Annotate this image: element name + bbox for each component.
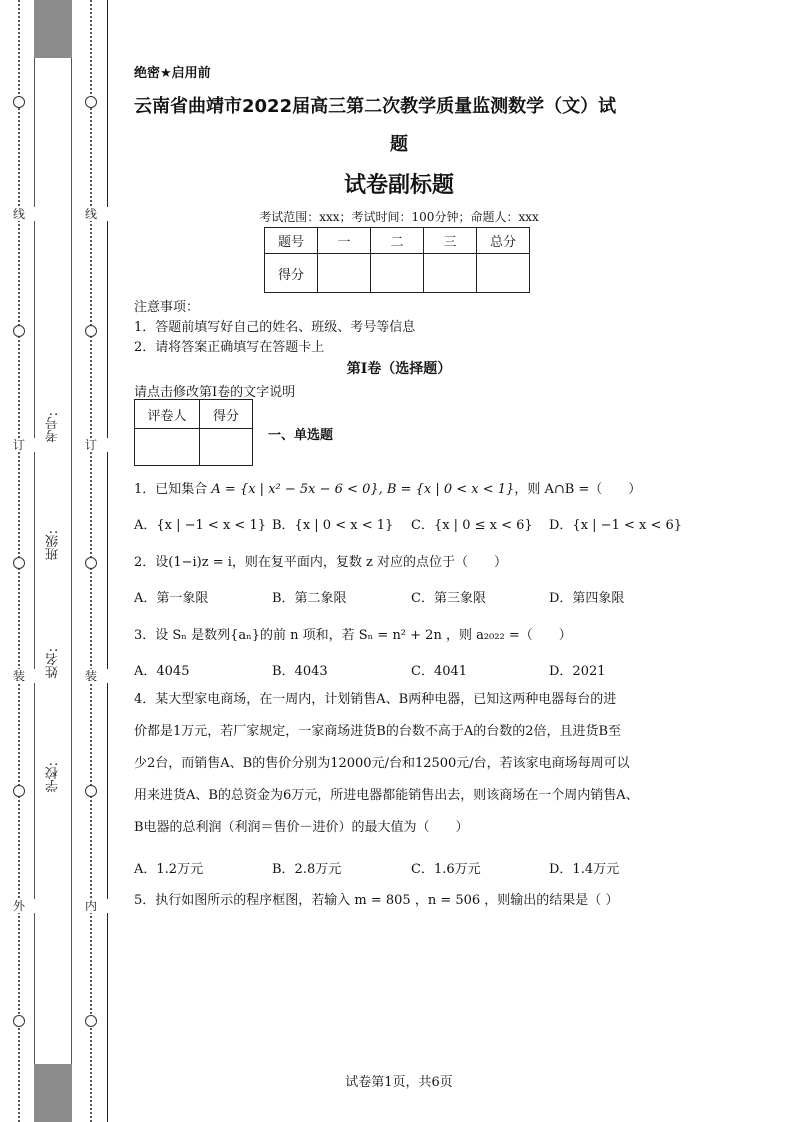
q2-option-d: D．第四象限 — [549, 591, 625, 606]
strip-band-top — [34, 0, 72, 58]
q4-line: 4．某大型家电商场，在一周内，计划销售A、B两种电器，已知这两种电器每台的进 — [134, 692, 617, 707]
section-title: 一、单选题 — [268, 428, 334, 443]
q2-option-b: B．第二象限 — [272, 591, 347, 606]
q4-line: 价都是1万元，若厂家规定，一家商场进货B的台数不高于A的台数的2倍，且进货B至 — [134, 724, 622, 739]
outer-circle-2 — [2, 325, 36, 337]
inner-circle-3 — [74, 557, 108, 569]
q2-option-a: A．第一象限 — [134, 591, 209, 606]
q4-option-d: D．1.4万元 — [549, 862, 620, 877]
notes-title: 注意事项： — [134, 300, 200, 315]
school-label: 学校: — [46, 762, 61, 793]
grader-header: 得分 — [200, 400, 253, 429]
score-header-cell: 题号 — [265, 228, 318, 254]
exam-title-line2: 题 — [390, 134, 408, 155]
q2-option-c: C．第三象限 — [411, 591, 486, 606]
q1-option-d: D．{x | −1 < x < 6} — [549, 518, 683, 533]
q3-option-c: C．4041 — [411, 664, 468, 679]
class-label: 班级: — [46, 530, 61, 561]
question-3: 3．设 Sₙ 是数列{aₙ}的前 n 项和，若 Sₙ = n² + 2n ，则 a₂₀₂₂ =（ ） — [134, 628, 572, 643]
score-cell — [318, 254, 371, 293]
secret-mark: 绝密★启用前 — [134, 66, 211, 81]
score-row-label: 得分 — [265, 254, 318, 293]
q4-line: B电器的总利润（利润＝售价－进价）的最大值为（ ） — [134, 820, 469, 835]
outer-circle-5 — [2, 1015, 36, 1027]
outer-circle-4 — [2, 785, 36, 797]
inner-circle-4 — [74, 785, 108, 797]
exam-no-label: 考号: — [46, 412, 61, 443]
question-4 — [134, 684, 674, 844]
grader-cell — [200, 429, 253, 466]
q1-option-b: B．{x | 0 < x < 1} — [272, 518, 394, 533]
outer-char-zhuang: 装 — [2, 669, 36, 683]
exam-title — [134, 88, 664, 164]
q4-option-b: B．2.8万元 — [272, 862, 342, 877]
outer-char-line: 线 — [2, 207, 36, 221]
question-1 — [134, 478, 674, 497]
notes — [134, 298, 415, 358]
q1-suffix: ，则 A∩B =（ ） — [514, 482, 642, 497]
score-header-cell: 总分 — [477, 228, 530, 254]
grader-header: 评卷人 — [135, 400, 200, 429]
q1-option-c: C．{x | 0 ≤ x < 6} — [411, 518, 533, 533]
score-header-cell: 三 — [424, 228, 477, 254]
inner-char-nei: 内 — [74, 899, 108, 913]
inner-circle-2 — [74, 325, 108, 337]
q4-option-a: A．1.2万元 — [134, 862, 204, 877]
question-2: 2．设(1−i)z = i，则在复平面内，复数 z 对应的点位于（ ） — [134, 555, 508, 570]
strip-edge-right — [71, 0, 72, 1122]
q4-line: 用来进货A、B的总资金为6万元，所进电器都能销售出去，则该商场在一个周内销售A、 — [134, 788, 639, 803]
outer-circle-1 — [2, 96, 36, 108]
score-table — [264, 227, 530, 293]
q1-sets: A = {x | x² − 5x − 6 < 0}, B = {x | 0 < x < 1} — [211, 482, 515, 497]
grader-cell — [135, 429, 200, 466]
q4-option-c: C．1.6万元 — [411, 862, 481, 877]
score-header-cell: 一 — [318, 228, 371, 254]
score-header-cell: 二 — [371, 228, 424, 254]
outer-circle-3 — [2, 557, 36, 569]
question-5: 5．执行如图所示的程序框图，若输入 m = 805 ，n = 506 ，则输出的结果是（ ） — [134, 893, 619, 908]
inner-char-zhuang: 装 — [74, 669, 108, 683]
outer-char-ding: 订 — [2, 438, 36, 452]
outer-char-wai: 外 — [2, 899, 36, 913]
score-cell — [424, 254, 477, 293]
q3-option-a: A．4045 — [134, 664, 190, 679]
notes-item: 1．答题前填写好自己的姓名、班级、考号等信息 — [134, 320, 416, 335]
exam-subtitle: 试卷副标题 — [343, 173, 454, 198]
q1-prefix: 1．已知集合 — [134, 482, 212, 497]
part1-title: 第I卷（选择题） — [346, 361, 452, 377]
notes-item: 2．请将答案正确填写在答题卡上 — [134, 340, 325, 355]
q3-option-d: D．2021 — [549, 664, 606, 679]
part1-note: 请点击修改第I卷的文字说明 — [134, 385, 296, 400]
grader-table — [134, 399, 253, 466]
exam-info: 考试范围：xxx；考试时间：100分钟；命题人：xxx — [259, 210, 539, 224]
exam-title-line1: 云南省曲靖市2022届高三第二次教学质量监测数学（文）试 — [134, 96, 617, 117]
inner-char-ding: 订 — [74, 438, 108, 452]
inner-char-line: 线 — [74, 207, 108, 221]
name-label: 姓名: — [46, 648, 61, 679]
binding-strip — [34, 0, 72, 1122]
q4-line: 少2台，而销售A、B的售价分别为12000元/台和12500元/台，若该家电商场每周可以 — [134, 756, 630, 771]
score-cell — [477, 254, 530, 293]
inner-circle-5 — [74, 1015, 108, 1027]
q1-option-a: A．{x | −1 < x < 1} — [134, 518, 266, 533]
strip-band-bottom — [34, 1064, 72, 1122]
q3-option-b: B．4043 — [272, 664, 328, 679]
score-cell — [371, 254, 424, 293]
page-footer: 试卷第1页，共6页 — [345, 1075, 453, 1090]
inner-circle-1 — [74, 96, 108, 108]
